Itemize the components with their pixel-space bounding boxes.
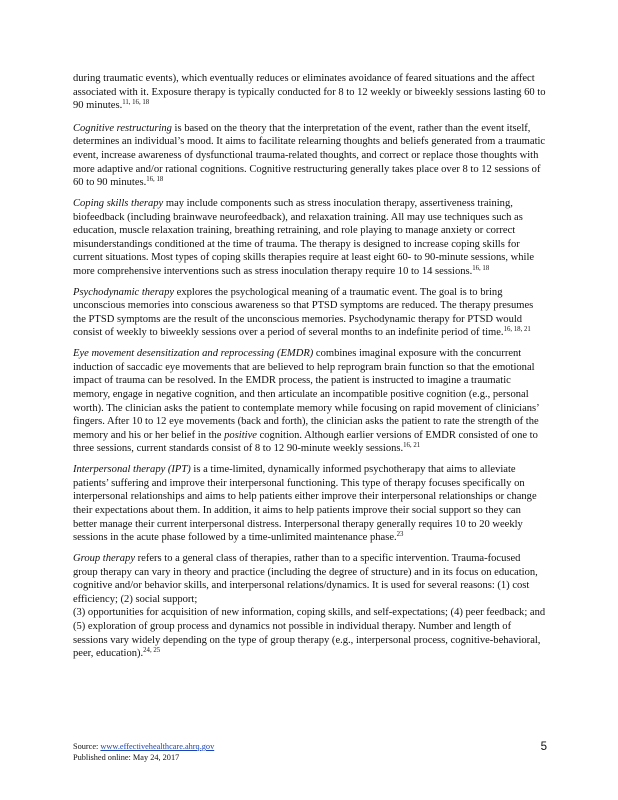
therapy-term: Psychodynamic therapy <box>73 286 175 298</box>
paragraph-cognitive-restructuring <box>73 122 547 190</box>
paragraph-text: may include components such as stress inoculation therapy, assertiveness training, biofeedback (including brainwave neurofeedback), and relaxation training. All may use techniques such as education, muscle relaxation training, breathing retraining, and role playing to manage anxiety or correct misunderstandings conditioned at the time of trauma. The therapy is designed to increase coping skills for current situations. Most types of coping skills therapies require at least eight 60- to 90-minute sessions, while more comprehensive interventions such as stress inoculation therapy require 10 to 14 sessions. <box>73 197 535 277</box>
page-number: 5 <box>540 741 547 753</box>
paragraph-text: refers to a general class of therapies, rather than to a specific intervention. Trauma-focused group therapy can vary in theory and practice (including the degree of structure) and in its focus on education, cognitive and/or behavior skills, and interpersonal relations/dynamics. It is used for several reasons: (1) cost efficiency; (2) social support; <box>73 552 538 605</box>
source-line <box>73 741 547 752</box>
therapy-term: Interpersonal therapy (IPT) <box>73 464 191 476</box>
citation-superscript: 16, 18, 21 <box>503 326 531 334</box>
citation-superscript: 16, 18 <box>146 176 164 184</box>
source-link[interactable]: www.effectivehealthcare.ahrq.gov <box>100 742 215 751</box>
citation-superscript: 24, 25 <box>143 647 161 655</box>
therapy-term: Group therapy <box>73 552 136 564</box>
therapy-term: Eye movement desensitization and reprocessing (EMDR) <box>73 348 314 360</box>
citation-superscript: 16, 21 <box>403 442 421 450</box>
paragraph-text: combines imaginal exposure with the concurrent induction of saccadic eye movements that are believed to help reprogram brain function so that the emotional impact of trauma can be resolved. In the EMDR process, the patient is instructed to imagine a traumatic memory, engage in negative cognition, and then articulate an incompatible positive cognition (e.g., personal worth). The clinician asks the patient to contemplate memory while focusing on rapid movement of clinicians’ fingers. After 10 to 12 eye movements (back and forth), the clinician asks the patient to rate the strength of the memory and his or her belief in the <box>73 348 539 441</box>
page-footer <box>73 741 547 763</box>
paragraph-text: (3) opportunities for acquisition of new information, coping skills, and self-expectations; (4) peer feedback; and (5) exploration of group process and dynamics not possible in individual therapy. Number and length of sessions vary widely depending on the type of group therapy (e.g., interpersonal process, cognitive-behavioral, peer, education). <box>73 607 546 660</box>
paragraph-interpersonal-therapy <box>73 463 547 545</box>
source-label: Source: <box>73 742 101 751</box>
paragraph-text: explores the psychological meaning of a traumatic event. The goal is to bring unconscious memories into conscious awareness so that PTSD symptoms are reduced. The therapy presumes the PTSD symptoms are the result of the unconscious memories. Psychodynamic therapy for PTSD would consist of weekly to biweekly sessions over a period of several months to an indefinite period of time. <box>73 286 534 339</box>
paragraph-text: cognition. Although earlier versions of EMDR consisted of one to three sessions, current standards consist of 8 to 12 90-minute weekly sessions. <box>73 429 538 455</box>
paragraph-psychodynamic-therapy <box>73 286 547 340</box>
therapy-term: Cognitive restructuring <box>73 122 172 134</box>
paragraph-text: is a time-limited, dynamically informed psychotherapy that aims to alleviate patients’ suffering and improve their interpersonal functioning. This type of therapy focuses specifically on interpersonal relationships and aims to help patients either improve their interpersonal relationships or change their expectations about them. In addition, it aims to help patients improve their social support so they can better manage their current interpersonal distress. Interpersonal therapy generally requires 10 to 20 weekly sessions in the acute phase followed by a time-unlimited maintenance phase. <box>73 464 537 544</box>
citation-superscript: 11, 16, 18 <box>122 99 150 107</box>
citation-superscript: 23 <box>396 531 404 539</box>
paragraph-text: during traumatic events), which eventually reduces or eliminates avoidance of feared situations and the affect associated with it. Exposure therapy is typically conducted for 8 to 12 weekly or biweekly sessions lasting 60 to 90 minutes. <box>73 73 546 112</box>
paragraph-group-therapy <box>73 552 547 661</box>
paragraph-exposure-therapy-continued <box>73 72 547 113</box>
paragraph-coping-skills-therapy <box>73 197 547 279</box>
paragraph-emdr <box>73 347 547 456</box>
document-body <box>73 72 547 668</box>
emphasis-text: positive <box>224 429 257 441</box>
citation-superscript: 16, 18 <box>472 264 490 272</box>
paragraph-text: is based on the theory that the interpretation of the event, rather than the event itself, determines an individual’s mood. It aims to facilitate relearning thoughts and beliefs generated from a traumatic event, increase awareness of dysfunctional trauma-related thoughts, and correct or replace those thoughts with more adaptive and/or rational cognitions. Cognitive restructuring generally takes place over 8 to 12 sessions of 60 to 90 minutes. <box>73 122 546 189</box>
published-date: Published online: May 24, 2017 <box>73 753 180 762</box>
therapy-term: Coping skills therapy <box>73 197 164 209</box>
